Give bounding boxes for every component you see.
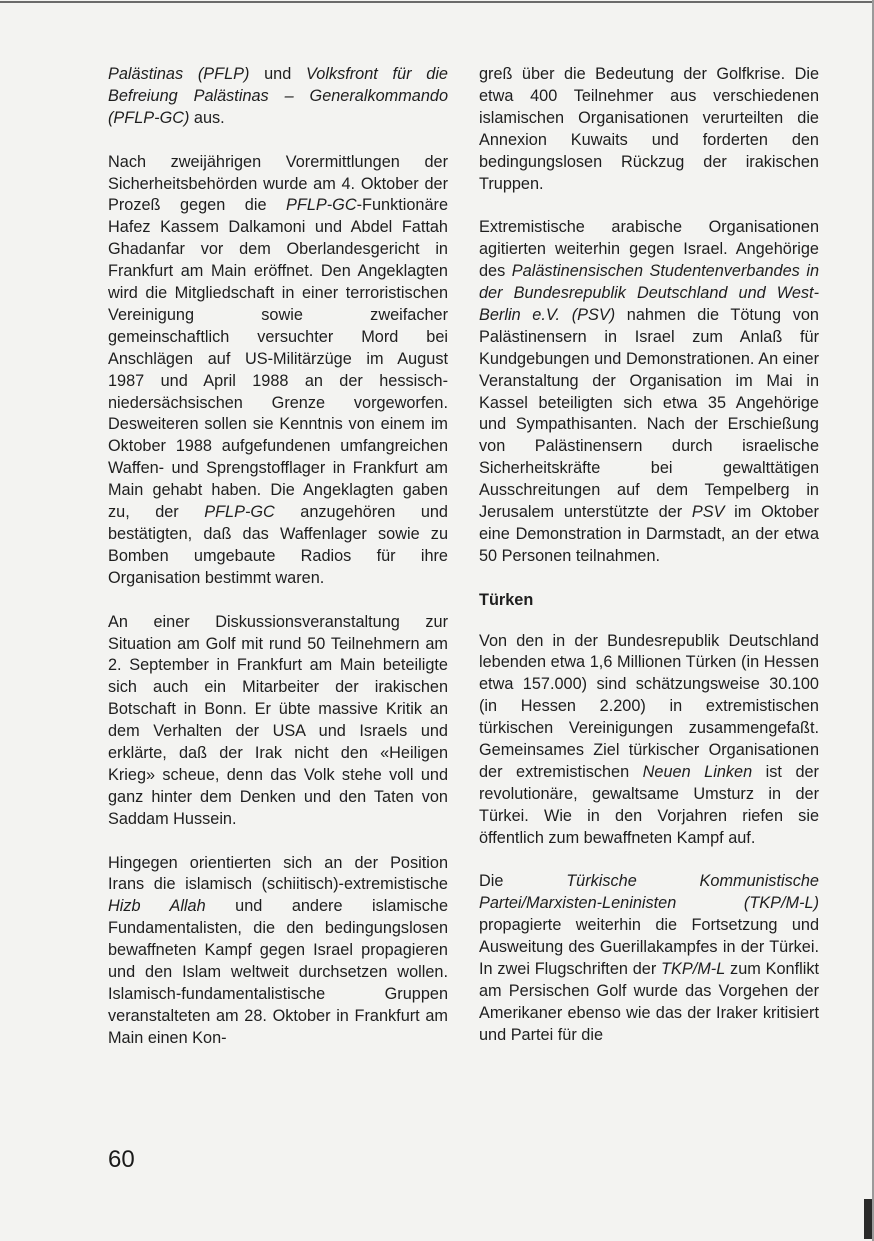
org-name-pflp-gc-2: PFLP-GC [286, 196, 357, 215]
paragraph-gulf-discussion: An einer Diskussionsveranstaltung zur Situation am Golf mit rund 50 Teilnehmern am 2. September in Frankfurt am Main beteiligte sich auch ein Mitarbeiter der irakischen Botschaft in Bonn. Er übte massive Kritik an dem Verhalten der USA und Israels und erklärte, daß der Irak nicht den «Heiligen Krieg» scheue, denn das Volk stehe voll und ganz hinter dem Denken und den Taten von Saddam Hussein. [108, 612, 448, 828]
left-column [108, 64, 448, 1050]
org-name-hizb-allah: Hizb Allah [108, 897, 206, 916]
org-name-tkp-ml: Türkische Kommunistische Partei/Marxisten-Leninisten (TKP/M-L) [479, 872, 819, 913]
org-name-pflp: Palästinas (PFLP) [108, 65, 250, 83]
org-name-psv: Palästinensischen Studentenverbandes in der Bundesrepublik Deutschland und West-Berlin e.V. (PSV) [479, 262, 819, 324]
org-name-pflp-gc: Volksfront für die Befreiung Palästinas – Generalkommando (PFLP-GC) [108, 65, 448, 127]
org-name-neue-linke: Neuen Linken [642, 762, 753, 781]
right-column [479, 64, 819, 1047]
org-name-psv-2: PSV [691, 503, 725, 522]
paragraph-tkp-ml: Die Türkische Kommunistische Partei/Marxisten-Leninisten (TKP/M-L) propagierte weiterhin die Fortsetzung und Ausweitung des Guerillakampfes in der Türkei. In zwei Flugschriften der TKP/M-L zum Konflikt am Persischen Golf wurde das Vorgehen der Amerikaner ebenso wie das der Iraker kritisiert und Partei für die [479, 872, 819, 1044]
org-name-tkp-ml-2: TKP/M-L [661, 960, 726, 979]
paragraph-congress: greß über die Bedeutung der Golfkrise. Die etwa 400 Teilnehmer aus verschiedenen islamischen Organisationen verurteilten die Annexion Kuwaits und forderten den bedingungslosen Rückzug der irakischen Truppen. [479, 65, 819, 193]
paragraph-pflp-continuation: Palästinas (PFLP) und Volksfront für die Befreiung Palästinas – Generalkommando (PFLP-GC) aus. [108, 65, 448, 127]
section-heading-tuerken: Türken [479, 590, 534, 609]
org-name-pflp-gc-3: PFLP-GC [204, 503, 275, 522]
binding-mark [864, 1199, 872, 1239]
page-number: 60 [108, 1146, 135, 1173]
scan-top-edge [0, 1, 874, 3]
paragraph-turks: Von den in der Bundesrepublik Deutschland lebenden etwa 1,6 Millionen Türken (in Hessen etwa 157.000) sind schätzungsweise 30.100 (in Hessen 2.200) in extremistischen türkischen Vereinigungen zusammengefaßt. Gemeinsames Ziel türkischer Organisationen der extremistischen Neuen Linken ist der revolutionäre, gewaltsame Umsturz in der Türkei. Wie in den Vorjahren riefen sie öffentlich zum bewaffneten Kampf auf. [479, 631, 819, 847]
paragraph-iran-position: Hingegen orientierten sich an der Position Irans die islamisch (schiitisch)-extremistische Hizb Allah und andere islamische Fundamentalisten, die den bedingungslosen bewaffneten Kampf gegen Israel propagieren und den Islam weltweit durchsetzen wollen. Islamisch-fundamentalistische Gruppen veranstalteten am 28. Oktober in Frankfurt am Main einen Kon- [108, 853, 448, 1047]
paragraph-arab-organisations: Extremistische arabische Organisationen agitierten weiterhin gegen Israel. Angehörige des Palästinensischen Studentenverbandes in der Bundesrepublik Deutschland und West-Berlin e.V. (PSV) nahmen die Tötung von Palästinensern in Israel zum Anlaß für Kundgebungen und Demonstrationen. An einer Veranstaltung der Organisation im Mai in Kassel beteiligten sich etwa 35 Angehörige und Sympathisanten. Nach der Erschießung von Palästinensern durch israelische Sicherheitskräfte bei gewalttätigen Ausschreitungen auf dem Tempelberg in Jerusalem unterstützte der PSV im Oktober eine Demonstration in Darmstadt, an der etwa 50 Personen teilnahmen. [479, 218, 819, 565]
paragraph-trial: Nach zweijährigen Vorermittlungen der Sicherheitsbehörden wurde am 4. Oktober der Prozeß gegen die PFLP-GC-Funktionäre Hafez Kassem Dalkamoni und Abdel Fattah Ghadanfar vor dem Oberlandesgericht in Frankfurt am Main eröffnet. Den Angeklagten wird die Mitgliedschaft in einer terroristischen Vereinigung sowie zweifacher gemeinschaftlich versuchter Mord bei Anschlägen auf US-Militärzüge im August 1987 und April 1988 an der hessisch-niedersächsischen Grenze vorgeworfen. Desweiteren sollen sie Kenntnis von einem im Oktober 1988 aufgefundenen umfangreichen Waffen- und Sprengstofflager in Frankfurt am Main gehabt haben. Die Angeklagten gaben zu, der PFLP-GC anzugehören und bestätigten, daß das Waffenlager sowie zu Bomben umgebaute Radios für ihre Organisation bestimmt waren. [108, 152, 448, 587]
